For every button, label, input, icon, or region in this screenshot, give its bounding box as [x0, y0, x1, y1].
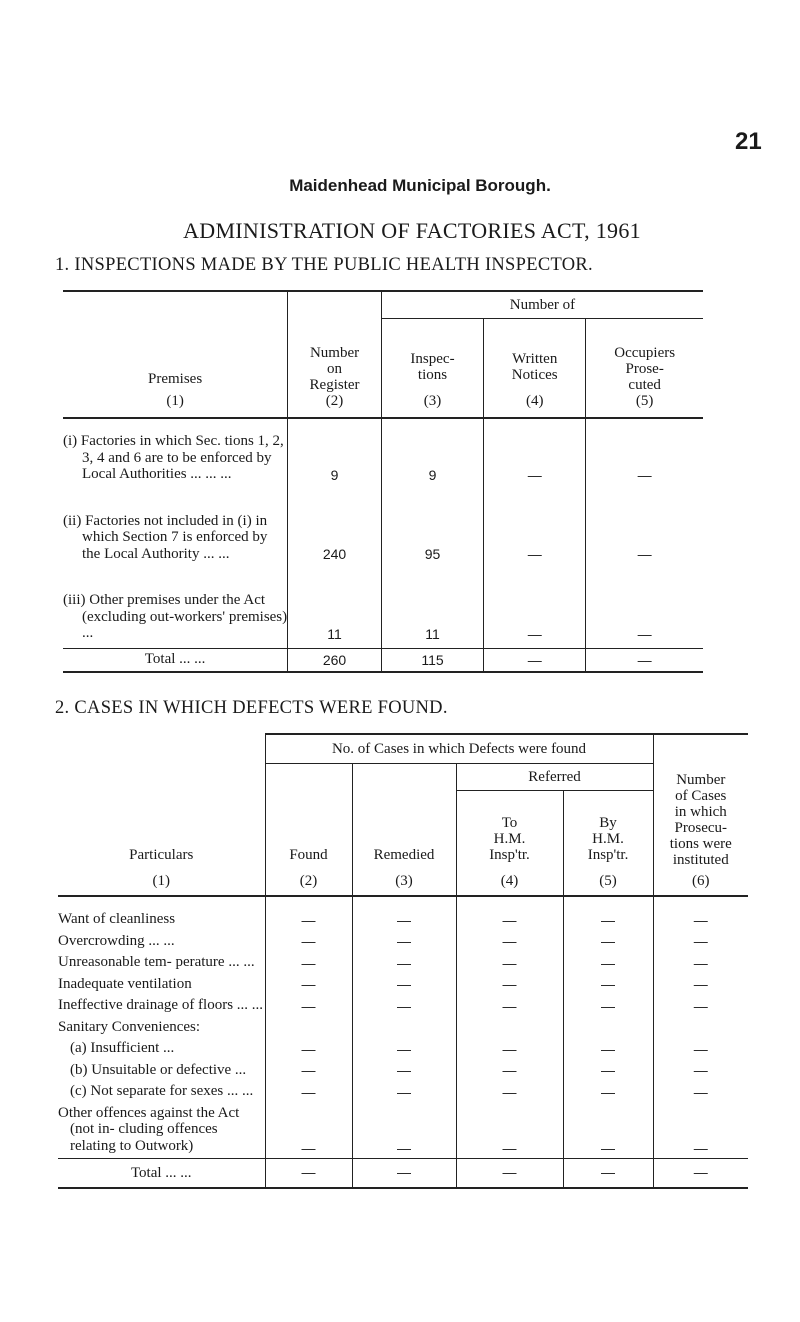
table-row — [58, 994, 748, 1016]
referred-to-value: — — [456, 1080, 563, 1102]
prosecutions-value: — — [653, 896, 748, 930]
referred-to-value — [456, 1016, 563, 1038]
total-label: Total ... ... — [58, 1159, 265, 1189]
header-defects-found: No. of Cases in which Defects were found — [265, 734, 653, 764]
premises-label: (iii) Other premises under the Act (excluding out-workers' premises) ... — [63, 592, 288, 641]
particular-label: Unreasonable tem- perature ... ... — [58, 954, 255, 970]
found-value: — — [265, 1102, 352, 1159]
referred-by-value: — — [563, 1102, 653, 1159]
referred-by-value: — — [563, 1037, 653, 1059]
total-prosecuted: — — [586, 648, 703, 672]
referred-by-value: — — [563, 973, 653, 995]
prosecutions-value — [653, 1016, 748, 1038]
found-value: — — [265, 1059, 352, 1081]
premises-label: (ii) Factories not included in (i) in which Section 7 is enforced by the Local Authority ... ... — [63, 512, 268, 562]
total-label: Total ... ... — [63, 648, 288, 672]
total-referred-to: — — [456, 1159, 563, 1189]
borough-heading: Maidenhead Municipal Borough. — [289, 176, 551, 195]
prosecuted-value: — — [586, 418, 703, 489]
prosecutions-value: — — [653, 930, 748, 952]
section1-title: 1. INSPECTIONS MADE BY THE PUBLIC HEALTH INSPECTOR. — [55, 255, 593, 275]
prosecuted-value: — — [586, 568, 703, 648]
header-written-notices: Written Notices (4) — [484, 319, 586, 418]
remedied-value: — — [352, 1080, 456, 1102]
total-row — [58, 1159, 748, 1189]
prosecutions-value: — — [653, 1059, 748, 1081]
header-referred: Referred — [456, 764, 653, 791]
header-occupiers-prosecuted: Occupiers Prose- cuted (5) — [586, 319, 703, 418]
found-value: — — [265, 973, 352, 995]
particular-label: Overcrowding ... ... — [58, 932, 175, 949]
prosecutions-value: — — [653, 1037, 748, 1059]
inspections-value: 9 — [381, 418, 483, 489]
remedied-value: — — [352, 1059, 456, 1081]
referred-to-value: — — [456, 1037, 563, 1059]
particular-label: Ineffective drainage of floors ... ... — [58, 997, 264, 1013]
header-inspections: Inspec- tions (3) — [381, 319, 483, 418]
referred-by-value: — — [563, 1080, 653, 1102]
prosecutions-value: — — [653, 1102, 748, 1159]
particular-label: Inadequate ventilation — [58, 975, 192, 992]
inspections-value: 95 — [381, 489, 483, 569]
header-found: Found (2) — [265, 764, 352, 896]
table-row — [63, 489, 703, 569]
table-row — [58, 1016, 748, 1038]
table-row — [58, 1080, 748, 1102]
total-inspections: 115 — [381, 648, 483, 672]
particular-label: (b) Unsuitable or defective ... — [70, 1061, 247, 1078]
notices-value: — — [484, 568, 586, 648]
total-prosecutions: — — [653, 1159, 748, 1189]
section2-title: 2. CASES IN WHICH DEFECTS WERE FOUND. — [55, 698, 448, 718]
found-value: — — [265, 951, 352, 973]
inspections-table — [63, 290, 703, 673]
notices-value: — — [484, 418, 586, 489]
inspections-value: 11 — [381, 568, 483, 648]
remedied-value: — — [352, 896, 456, 930]
found-value: — — [265, 1037, 352, 1059]
table-row — [63, 568, 703, 648]
header-prosecutions: Number of Cases in which Prosecu- tions were instituted (6) — [653, 734, 748, 895]
premises-label: (i) Factories in which Sec. tions 1, 2, 3, 4 and 6 are to be enforced by Local Authorities ... ... ... — [63, 433, 284, 482]
particular-label: (c) Not separate for sexes ... ... — [70, 1083, 254, 1099]
header-to-hm-inspector: To H.M. Insp'tr. (4) — [456, 791, 563, 896]
total-row — [63, 648, 703, 672]
prosecutions-value: — — [653, 1080, 748, 1102]
remedied-value: — — [352, 973, 456, 995]
remedied-value — [352, 1016, 456, 1038]
total-referred-by: — — [563, 1159, 653, 1189]
header-number-of: Number of — [381, 291, 703, 319]
register-value: 11 — [288, 568, 382, 648]
referred-to-value: — — [456, 930, 563, 952]
table-row — [58, 951, 748, 973]
referred-by-value: — — [563, 1059, 653, 1081]
referred-by-value — [563, 1016, 653, 1038]
register-value: 9 — [288, 418, 382, 489]
act-title: ADMINISTRATION OF FACTORIES ACT, 1961 — [183, 218, 641, 243]
found-value: — — [265, 994, 352, 1016]
referred-to-value: — — [456, 973, 563, 995]
table-row — [58, 930, 748, 952]
remedied-value: — — [352, 1037, 456, 1059]
remedied-value: — — [352, 994, 456, 1016]
prosecuted-value: — — [586, 489, 703, 569]
referred-by-value: — — [563, 896, 653, 930]
remedied-value: — — [352, 930, 456, 952]
particular-label: (a) Insufficient ... — [70, 1040, 175, 1056]
table-row — [58, 973, 748, 995]
notices-value: — — [484, 489, 586, 569]
prosecutions-value: — — [653, 994, 748, 1016]
table-row — [63, 418, 703, 489]
total-found: — — [265, 1159, 352, 1189]
table-row — [58, 896, 748, 930]
table-row — [58, 1037, 748, 1059]
total-register: 260 — [288, 648, 382, 672]
table-row — [58, 1102, 748, 1159]
found-value: — — [265, 896, 352, 930]
header-particulars: Particulars (1) — [129, 847, 194, 889]
remedied-value: — — [352, 1102, 456, 1159]
defects-table — [58, 733, 748, 1189]
particular-label: Want of cleanliness — [58, 911, 176, 927]
header-remedied: Remedied (3) — [352, 764, 456, 896]
table-row — [58, 1059, 748, 1081]
header-register: Number on Register (2) — [288, 291, 382, 417]
referred-by-value: — — [563, 930, 653, 952]
referred-to-value: — — [456, 1059, 563, 1081]
total-notices: — — [484, 648, 586, 672]
found-value — [265, 1016, 352, 1038]
total-remedied: — — [352, 1159, 456, 1189]
referred-by-value: — — [563, 951, 653, 973]
referred-to-value: — — [456, 994, 563, 1016]
referred-to-value: — — [456, 1102, 563, 1159]
header-premises: Premises (1) — [63, 291, 288, 417]
prosecutions-value: — — [653, 973, 748, 995]
prosecutions-value: — — [653, 951, 748, 973]
page-number: 21 — [735, 128, 762, 155]
referred-to-value: — — [456, 896, 563, 930]
particular-label: Other offences against the Act (not in- cluding offences relating to Outwork) — [58, 1104, 240, 1154]
remedied-value: — — [352, 951, 456, 973]
particular-label: Sanitary Conveniences: — [58, 1018, 201, 1035]
found-value: — — [265, 930, 352, 952]
referred-to-value: — — [456, 951, 563, 973]
found-value: — — [265, 1080, 352, 1102]
register-value: 240 — [288, 489, 382, 569]
header-by-hm-inspector: By H.M. Insp'tr. (5) — [563, 791, 653, 896]
referred-by-value: — — [563, 994, 653, 1016]
